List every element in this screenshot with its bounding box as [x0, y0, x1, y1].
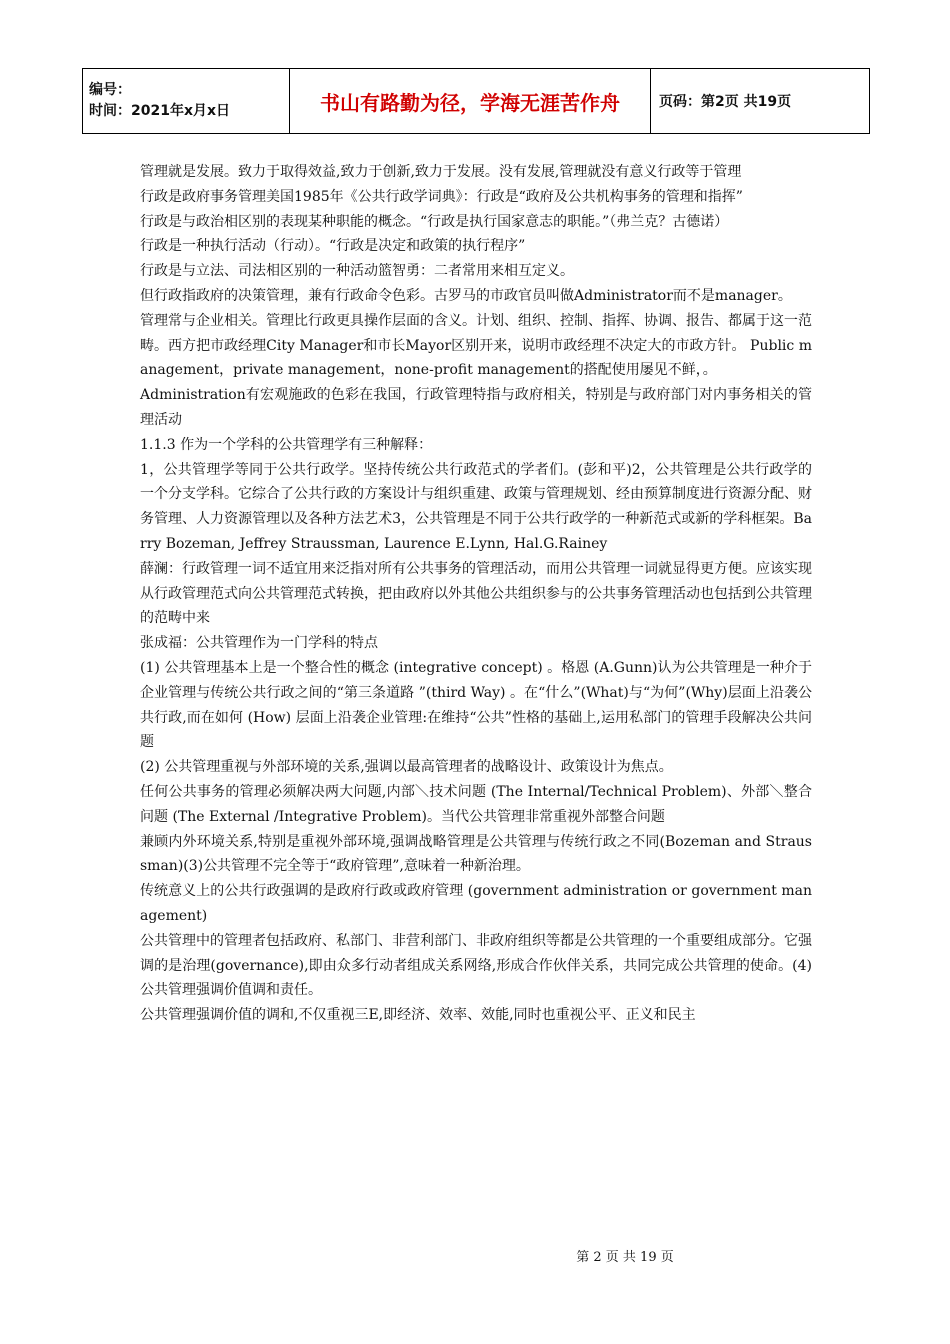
paragraph: Administration有宏观施政的色彩在我国，行政管理特指与政府相关，特别是与政府部门对内事务相关的管理活动	[140, 387, 812, 428]
document-body	[140, 160, 812, 1028]
paragraph: 管理常与企业相关。管理比行政更具操作层面的含义。计划、组织、控制、指挥、协调、报告、都属于这一范畴。西方把市政经理City Manager和市长Mayor区别开来，说明市政经理不决定大的市政方针。 Public management，private management，none-profit management的搭配使用屡见不鲜，。	[140, 312, 812, 379]
paragraph: 行政是一种执行活动（行动）。“行政是决定和政策的执行程序”	[140, 238, 526, 255]
document-date: 时间：2021年x月x日	[89, 103, 231, 119]
paragraph: 1，公共管理学等同于公共行政学。坚持传统公共行政范式的学者们。(彭和平)2，公共管理是公共行政学的一个分支学科。它综合了公共行政的方案设计与组织重建、政策与管理规划、经由预算制度进行资源分配、财务管理、人力资源管理以及各种方法艺术3，公共管理是不同于公共行政学的一种新范式或新的学科框架。Barry Bozeman, Jeffrey Straussman, Laurence E.Lynn, Hal.G.Rainey	[140, 461, 812, 552]
paragraph: 行政是政府事务管理美国1985年《公共行政学词典》：行政是“政府及公共机构事务的管理和指挥”	[140, 188, 743, 205]
paragraph: 兼顾内外环境关系,特别是重视外部环境,强调战略管理是公共管理与传统行政之不同(Bozeman and Straussman)(3)公共管理不完全等于“政府管理”,意味着一种新治理。	[140, 833, 812, 875]
paragraph: 公共管理强调价值的调和,不仅重视三E,即经济、效率、效能,同时也重视公平、正义和民主	[140, 1007, 696, 1024]
header-page-info: 页码：第2页 共19页	[651, 69, 870, 134]
page-footer: 第 2 页 共 19 页	[576, 1250, 674, 1265]
paragraph: 任何公共事务的管理必须解决两大问题,内部＼技术问题 (The Internal/Technical Problem)、外部＼整合问题 (The External /Integrative Problem)。当代公共管理非常重视外部整合问题	[140, 783, 812, 825]
paragraph: 张成福：公共管理作为一门学科的特点	[140, 635, 378, 652]
paragraph: 传统意义上的公共行政强调的是政府行政或政府管理 (government administration or government management)	[140, 883, 812, 924]
paragraph: 1.1.3 作为一个学科的公共管理学有三种解释：	[140, 436, 433, 453]
document-number-label: 编号：	[89, 82, 131, 98]
paragraph: (2) 公共管理重视与外部环境的关系,强调以最高管理者的战略设计、政策设计为焦点。	[140, 759, 673, 776]
paragraph: 行政是与政治相区别的表现某种职能的概念。“行政是执行国家意志的职能。”（弗兰克？古德诺）	[140, 213, 729, 230]
paragraph: 但行政指政府的决策管理，兼有行政命令色彩。古罗马的市政官员叫做Administrator而不是manager。	[140, 287, 792, 304]
header-meta	[83, 69, 290, 134]
paragraph: (1) 公共管理基本上是一个整合性的概念 (integrative concept) 。格恩 (A.Gunn)认为公共管理是一种介于企业管理与传统公共行政之间的“第三条道路 ”(third Way) 。在“什么”(What)与“为何”(Why)层面上沿袭公共行政,而在如何 (How) 层面上沿袭企业管理:在维持“公共”性格的基础上,运用私部门的管理手段解决公共问题	[140, 659, 812, 751]
paragraph: 公共管理中的管理者包括政府、私部门、非营利部门、非政府组织等都是公共管理的一个重要组成部分。它强调的是治理(governance),即由众多行动者组成关系网络,形成合作伙伴关系，共同完成公共管理的使命。(4) 公共管理强调价值调和责任。	[140, 932, 812, 999]
header-motto: 书山有路勤为径，学海无涯苦作舟	[290, 69, 651, 134]
paragraph: 薛澜：行政管理一词不适宜用来泛指对所有公共事务的管理活动，而用公共管理一词就显得更方便。应该实现从行政管理范式向公共管理范式转换，把由政府以外其他公共组织参与的公共事务管理活动也包括到公共管理的范畴中来	[140, 560, 812, 627]
paragraph: 行政是与立法、司法相区别的一种活动篮智勇：二者常用来相互定义。	[140, 263, 574, 280]
paragraph: 管理就是发展。致力于取得效益,致力于创新,致力于发展。没有发展,管理就没有意义行政等于管理	[140, 164, 742, 180]
page-header	[82, 68, 870, 134]
